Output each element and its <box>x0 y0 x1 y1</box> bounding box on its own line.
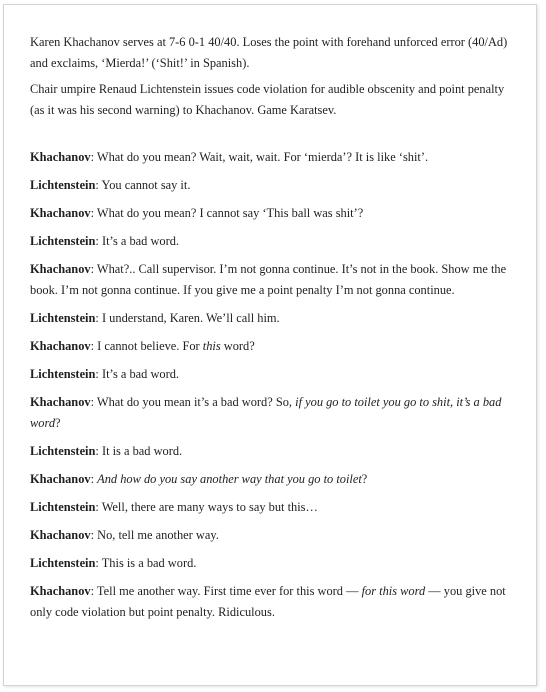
emphasized-text: this <box>202 339 221 353</box>
speech-text: What do you mean? I cannot say ‘This ball was shit’? <box>96 206 364 220</box>
document-body <box>30 32 514 630</box>
dialogue-line: Khachanov: What do you mean it’s a bad word? So, if you go to toilet you go to shit, it’s a bad word? <box>30 395 502 430</box>
speech-text: — you give not only code violation but point penalty. Ridiculous. <box>30 584 506 619</box>
speech-text: Well, there are many ways to say but this… <box>101 500 318 514</box>
dialogue-line: Lichtenstein: Well, there are many ways to say but this… <box>30 500 318 514</box>
speaker-name: Khachanov <box>30 584 91 598</box>
dialogue-line: Lichtenstein: It is a bad word. <box>30 444 183 458</box>
emphasized-text: And how do you say another way that you go to toilet <box>97 472 362 486</box>
dialogue-line: Lichtenstein: It’s a bad word. <box>30 367 180 381</box>
dialogue-line: Khachanov: What?.. Call supervisor. I’m not gonna continue. It’s not in the book. Show me the book. I’m not gonna continue. If you give me a point penalty I’m not gonna continue. <box>30 262 507 297</box>
dialogue-line: Lichtenstein: This is a bad word. <box>30 556 197 570</box>
document-page <box>3 4 537 686</box>
speaker-name: Lichtenstein <box>30 500 96 514</box>
speaker-name: Lichtenstein <box>30 367 96 381</box>
dialogue-line: Khachanov: No, tell me another way. <box>30 528 219 542</box>
emphasized-text: if you go to toilet you go to shit, it’s a bad word <box>30 395 502 430</box>
emphasized-text: for this word <box>361 584 426 598</box>
intro-paragraph: Karen Khachanov serves at 7-6 0-1 40/40. Loses the point with forehand unforced error (40/Ad) and exclaims, ‘Mierda!’ (‘Shit!’ in Spanish). <box>30 35 508 70</box>
speaker-name: Lichtenstein <box>30 234 96 248</box>
speech-text: You cannot say it. <box>101 178 191 192</box>
speaker-name: Lichtenstein <box>30 311 96 325</box>
speech-text: What do you mean? Wait, wait, wait. For ‘mierda’? It is like ‘shit’. <box>96 150 429 164</box>
speech-text: It is a bad word. <box>101 444 183 458</box>
dialogue-transcript <box>30 147 514 623</box>
dialogue-line: Lichtenstein: It’s a bad word. <box>30 234 180 248</box>
speaker-name: Khachanov <box>30 528 91 542</box>
speaker-name: Lichtenstein <box>30 178 96 192</box>
dialogue-line: Khachanov: Tell me another way. First time ever for this word — for this word — you give not only code violation but point penalty. Ridiculous. <box>30 584 506 619</box>
intro-paragraph: Chair umpire Renaud Lichtenstein issues code violation for audible obscenity and point penalty (as it was his second warning) to Khachanov. Game Karatsev. <box>30 82 505 117</box>
dialogue-line: Lichtenstein: I understand, Karen. We’ll call him. <box>30 311 280 325</box>
speech-text: It’s a bad word. <box>101 234 180 248</box>
speaker-name: Lichtenstein <box>30 444 96 458</box>
speech-text: No, tell me another way. <box>97 528 219 542</box>
speech-text: I understand, Karen. We’ll call him. <box>101 311 280 325</box>
speaker-name: Khachanov <box>30 339 91 353</box>
dialogue-line: Khachanov: And how do you say another way that you go to toilet? <box>30 472 368 486</box>
speech-text: It’s a bad word. <box>101 367 180 381</box>
speech-text: I cannot believe. For <box>97 339 203 353</box>
dialogue-line: Khachanov: I cannot believe. For this word? <box>30 339 255 353</box>
speaker-name: Khachanov <box>30 395 91 409</box>
speech-text: ? <box>361 472 368 486</box>
speaker-name: Lichtenstein <box>30 556 96 570</box>
dialogue-line: Lichtenstein: You cannot say it. <box>30 178 191 192</box>
speech-text: Tell me another way. First time ever for this word — <box>96 584 362 598</box>
speech-text: What?.. Call supervisor. I’m not gonna continue. It’s not in the book. Show me the book. I’m not gonna continue. If you give me a point penalty I’m not gonna continue. <box>30 262 507 297</box>
dialogue-line: Khachanov: What do you mean? Wait, wait, wait. For ‘mierda’? It is like ‘shit’. <box>30 150 429 164</box>
speech-text: This is a bad word. <box>101 556 197 570</box>
speech-text: word? <box>220 339 255 353</box>
speaker-name: Khachanov <box>30 262 91 276</box>
speaker-name: Khachanov <box>30 206 91 220</box>
speech-text: ? <box>55 416 61 430</box>
dialogue-line: Khachanov: What do you mean? I cannot say ‘This ball was shit’? <box>30 206 364 220</box>
speaker-name: Khachanov <box>30 150 91 164</box>
speaker-name: Khachanov <box>30 472 91 486</box>
speech-text: What do you mean it’s a bad word? So, <box>96 395 296 409</box>
